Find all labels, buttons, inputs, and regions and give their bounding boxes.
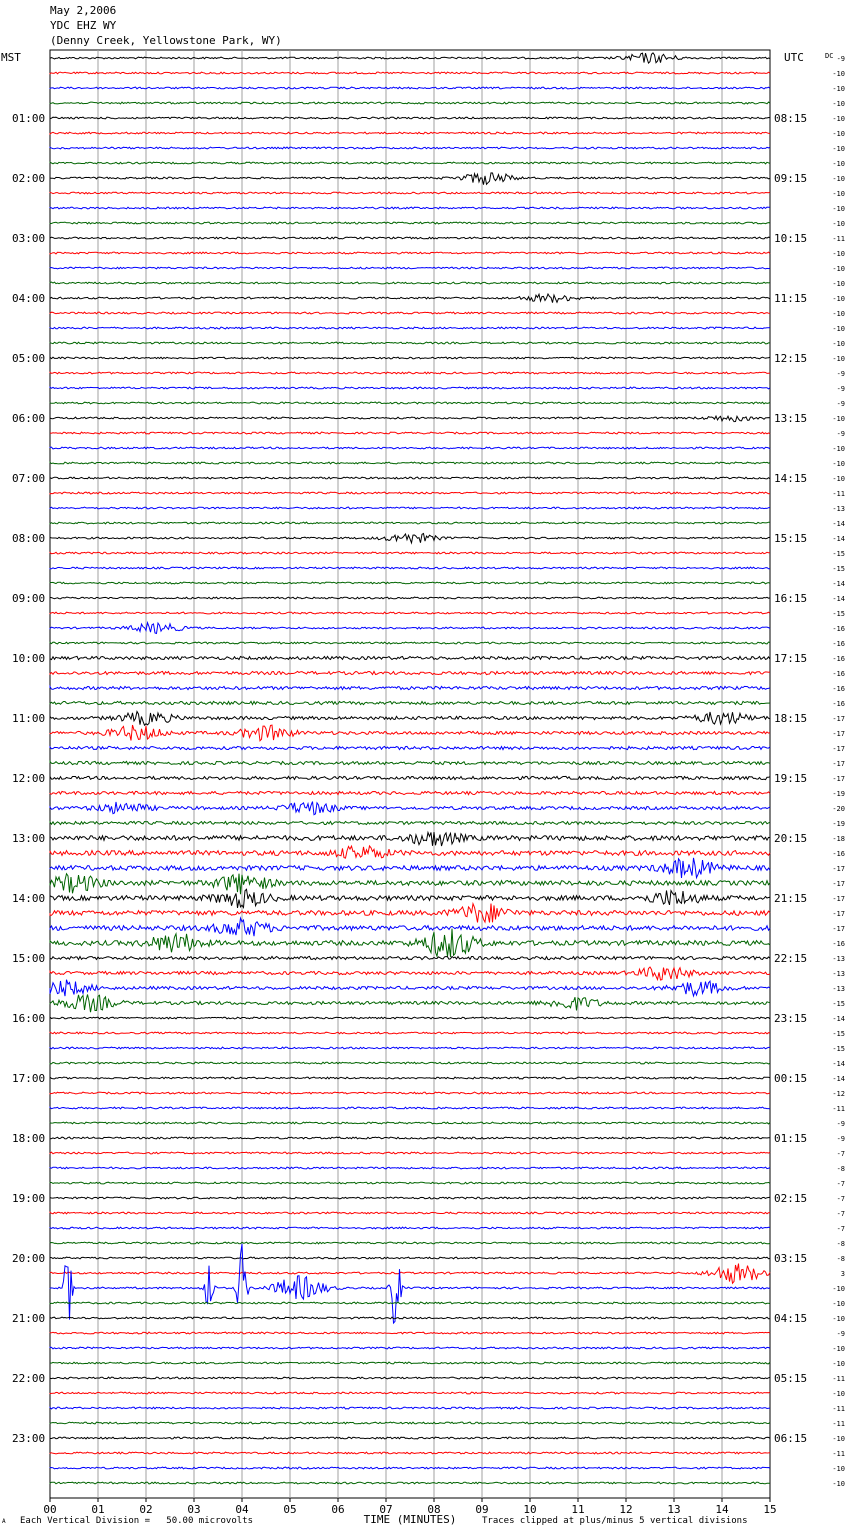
dc-offset-label: -10 — [832, 1360, 845, 1368]
dc-offset-label: -7 — [836, 1210, 845, 1218]
dc-offset-label: -16 — [832, 670, 845, 678]
dc-offset-label: -14 — [832, 520, 845, 528]
seismic-trace — [50, 1437, 770, 1439]
dc-offset-label: -7 — [836, 1180, 845, 1188]
dc-offset-label: -16 — [832, 940, 845, 948]
utc-hour-label: 03:15 — [774, 1252, 808, 1265]
seismic-trace — [50, 492, 770, 494]
dc-offset-label: -9 — [836, 55, 845, 63]
utc-hour-label: 21:15 — [774, 892, 808, 905]
seismic-trace — [50, 267, 770, 269]
seismic-trace — [50, 237, 770, 239]
seismic-trace — [50, 686, 770, 689]
dc-offset-label: -10 — [832, 1315, 845, 1323]
dc-offset-label: -10 — [832, 115, 845, 123]
utc-hour-label: 04:15 — [774, 1312, 808, 1325]
dc-offset-label: -9 — [836, 1330, 845, 1338]
dc-offset-label: -16 — [832, 700, 845, 708]
x-tick-label: 06 — [331, 1503, 345, 1516]
seismic-trace — [50, 712, 770, 726]
dc-offset-label: -16 — [832, 685, 845, 693]
dc-offset-label: -8 — [836, 1255, 845, 1263]
x-axis-label: TIME (MINUTES) — [363, 1513, 457, 1526]
dc-offset-label: -10 — [832, 130, 845, 138]
dc-offset-label: -17 — [832, 730, 845, 738]
utc-hour-label: 00:15 — [774, 1072, 808, 1085]
seismic-trace — [50, 791, 770, 794]
seismic-trace — [50, 282, 770, 284]
seismic-trace — [50, 832, 770, 846]
seismic-trace — [50, 207, 770, 209]
seismic-trace — [50, 701, 770, 704]
dc-offset-label: -11 — [832, 490, 845, 498]
dc-offset-label: -14 — [832, 595, 845, 603]
seismic-trace — [50, 1317, 770, 1319]
dc-offset-label: -16 — [832, 625, 845, 633]
x-tick-label: 00 — [43, 1503, 57, 1516]
utc-hour-label: 10:15 — [774, 232, 808, 245]
mst-hour-label: 12:00 — [12, 772, 46, 785]
mst-label: MST — [1, 51, 21, 64]
vertical-division-note: Each Vertical Division = 50.00 microvolts — [20, 1516, 253, 1526]
dc-offset-label: -15 — [832, 610, 845, 618]
seismic-trace — [50, 372, 770, 374]
dc-offset-label: -10 — [832, 460, 845, 468]
seismic-trace — [50, 522, 770, 524]
dc-offset-label: -13 — [832, 505, 845, 513]
seismic-trace — [50, 1377, 770, 1379]
seismic-trace — [50, 1482, 770, 1484]
seismic-trace — [50, 929, 770, 957]
x-tick-label: 11 — [571, 1503, 585, 1516]
seismic-trace — [50, 507, 770, 509]
utc-hour-label: 01:15 — [774, 1132, 808, 1145]
seismic-trace — [50, 995, 770, 1013]
mst-hour-label: 01:00 — [12, 112, 46, 125]
seismic-trace — [50, 402, 770, 404]
seismic-trace — [50, 1197, 770, 1199]
utc-hour-label: 16:15 — [774, 592, 808, 605]
dc-offset-label: -19 — [832, 790, 845, 798]
dc-offset-label: -10 — [832, 310, 845, 318]
dc-offset-label: -10 — [832, 1465, 845, 1473]
utc-hour-label: 02:15 — [774, 1192, 808, 1205]
utc-hour-label: 05:15 — [774, 1372, 808, 1385]
x-tick-label: 12 — [619, 1503, 633, 1516]
mst-hour-label: 10:00 — [12, 652, 46, 665]
dc-offset-label: -10 — [832, 220, 845, 228]
dc-offset-label: -10 — [832, 175, 845, 183]
seismic-trace — [50, 1302, 770, 1304]
mst-hour-label: 07:00 — [12, 472, 46, 485]
dc-offset-label: 3 — [840, 1270, 845, 1278]
seismic-trace — [50, 1107, 770, 1109]
seismic-trace — [50, 1182, 770, 1184]
seismic-trace — [50, 956, 770, 959]
seismic-trace — [50, 612, 770, 614]
x-tick-label: 09 — [475, 1503, 489, 1516]
seismic-trace — [50, 416, 770, 422]
seismic-trace — [50, 462, 770, 464]
dc-offset-label: -14 — [832, 1060, 845, 1068]
seismic-trace — [50, 294, 770, 303]
seismic-trace — [50, 874, 770, 895]
seismic-trace — [50, 1452, 770, 1454]
seismic-trace — [50, 761, 770, 764]
seismic-trace — [50, 147, 770, 149]
x-tick-label: 13 — [667, 1503, 681, 1516]
dc-offset-label: -9 — [836, 430, 845, 438]
seismic-trace — [50, 1407, 770, 1409]
mst-hour-label: 20:00 — [12, 1252, 46, 1265]
utc-hour-label: 13:15 — [774, 412, 808, 425]
dc-offset-label: -9 — [836, 385, 845, 393]
dc-offset-label: -7 — [836, 1225, 845, 1233]
dc-offset-label: -17 — [832, 715, 845, 723]
dc-offset-label: -11 — [832, 1420, 845, 1428]
dc-offset-label: -9 — [836, 370, 845, 378]
dc-offset-label: -17 — [832, 925, 845, 933]
dc-offset-label: -16 — [832, 850, 845, 858]
dc-offset-label: -10 — [832, 1345, 845, 1353]
dc-offset-label: -10 — [832, 295, 845, 303]
seismic-trace — [50, 252, 770, 254]
seismic-trace — [50, 1092, 770, 1094]
seismic-trace — [50, 534, 770, 543]
seismic-trace — [50, 1047, 770, 1049]
seismic-trace — [50, 1347, 770, 1349]
seismic-traces — [50, 53, 770, 1484]
seismic-trace — [50, 642, 770, 644]
seismic-trace — [50, 623, 770, 634]
dc-offset-label: -14 — [832, 1015, 845, 1023]
seismic-trace — [50, 821, 770, 824]
seismic-trace — [50, 1077, 770, 1079]
station-code: YDC EHZ WY — [50, 19, 117, 32]
seismic-trace — [50, 477, 770, 479]
record-date: May 2,2006 — [50, 4, 117, 17]
utc-hour-label: 18:15 — [774, 712, 808, 725]
dc-offset-label: -10 — [832, 100, 845, 108]
seismic-trace — [50, 432, 770, 434]
seismic-trace — [50, 173, 770, 185]
dc-offset-label: -10 — [832, 280, 845, 288]
seismic-trace — [50, 1017, 770, 1019]
mst-hour-label: 18:00 — [12, 1132, 46, 1145]
seismic-trace — [50, 802, 770, 815]
seismic-trace — [50, 1152, 770, 1154]
dc-offset-label: -10 — [832, 1435, 845, 1443]
seismic-trace — [50, 582, 770, 584]
dc-offset-label: -15 — [832, 1000, 845, 1008]
x-tick-label: 07 — [379, 1503, 393, 1516]
utc-hour-label: 11:15 — [774, 292, 808, 305]
seismic-trace — [50, 327, 770, 329]
dc-offset-label: -13 — [832, 970, 845, 978]
x-tick-label: 02 — [139, 1503, 153, 1516]
seismic-trace — [50, 1244, 770, 1323]
seismic-trace — [50, 1122, 770, 1124]
dc-offset-label: -7 — [836, 1150, 845, 1158]
mst-hour-label: 22:00 — [12, 1372, 46, 1385]
seismic-trace — [50, 552, 770, 554]
seismic-trace — [50, 918, 770, 936]
mst-hour-label: 15:00 — [12, 952, 46, 965]
seismic-trace — [50, 1137, 770, 1139]
dc-offset-label: -10 — [832, 355, 845, 363]
seismic-trace — [50, 53, 770, 63]
dc-offset-label: -17 — [832, 895, 845, 903]
dc-offset-label: -10 — [832, 1285, 845, 1293]
seismic-trace — [50, 1257, 770, 1259]
seismic-trace — [50, 342, 770, 344]
station-location: (Denny Creek, Yellowstone Park, WY) — [50, 34, 282, 47]
seismic-trace — [50, 312, 770, 314]
mst-hour-label: 13:00 — [12, 832, 46, 845]
mst-hour-label: 23:00 — [12, 1432, 46, 1445]
seismic-trace — [50, 1422, 770, 1424]
seismic-trace — [50, 1167, 770, 1169]
dc-offset-label: -10 — [832, 250, 845, 258]
mst-hour-label: 16:00 — [12, 1012, 46, 1025]
dc-offset-label: -13 — [832, 955, 845, 963]
dc-offset-label: -10 — [832, 1300, 845, 1308]
dc-offset-label: -12 — [832, 1090, 845, 1098]
seismic-trace — [50, 1062, 770, 1064]
utc-hour-label: 19:15 — [774, 772, 808, 785]
dc-offset-label: -8 — [836, 1165, 845, 1173]
seismic-trace — [50, 1392, 770, 1394]
dc-offset-label: -17 — [832, 865, 845, 873]
dc-offset-label: -17 — [832, 880, 845, 888]
dc-offset-label: -10 — [832, 70, 845, 78]
seismic-trace — [50, 1332, 770, 1334]
dc-offset-label: -17 — [832, 775, 845, 783]
seismic-trace — [50, 889, 770, 908]
dc-offset-label: -17 — [832, 760, 845, 768]
utc-hour-label: 08:15 — [774, 112, 808, 125]
x-tick-label: 01 — [91, 1503, 105, 1516]
x-tick-label: 04 — [235, 1503, 249, 1516]
dc-offset-label: -10 — [832, 340, 845, 348]
mst-hour-label: 11:00 — [12, 712, 46, 725]
utc-hour-label: 22:15 — [774, 952, 808, 965]
dc-offset-label: -18 — [832, 835, 845, 843]
dc-offset-label: -10 — [832, 445, 845, 453]
seismic-trace — [50, 967, 770, 980]
seismic-trace — [50, 904, 770, 923]
mst-hour-label: 04:00 — [12, 292, 46, 305]
dc-offset-label: -19 — [832, 820, 845, 828]
x-tick-label: 08 — [427, 1503, 441, 1516]
mst-hour-label: 06:00 — [12, 412, 46, 425]
x-tick-label: 15 — [763, 1503, 777, 1516]
dc-offset-label: -13 — [832, 985, 845, 993]
seismic-trace — [50, 1212, 770, 1214]
dc-offset-label: -16 — [832, 655, 845, 663]
dc-offset-label: -10 — [832, 205, 845, 213]
dc-offset-label: -9 — [836, 1120, 845, 1128]
seismic-trace — [50, 1242, 770, 1244]
seismic-trace — [50, 846, 770, 858]
utc-hour-label: 09:15 — [774, 172, 808, 185]
dc-offset-label: -10 — [832, 145, 845, 153]
seismic-trace — [50, 387, 770, 389]
dc-offset-label: -10 — [832, 160, 845, 168]
dc-offset-label: -10 — [832, 85, 845, 93]
seismic-trace — [50, 671, 770, 674]
dc-offset-label: -11 — [832, 1105, 845, 1113]
dc-offset-label: -8 — [836, 1240, 845, 1248]
corner-mark: A — [2, 1518, 6, 1525]
dc-offset-label: -17 — [832, 910, 845, 918]
dc-offset-label: -20 — [832, 805, 845, 813]
utc-hour-label: 06:15 — [774, 1432, 808, 1445]
x-tick-label: 03 — [187, 1503, 201, 1516]
seismic-trace — [50, 132, 770, 134]
x-tick-label: 14 — [715, 1503, 729, 1516]
dc-offset-label: -17 — [832, 745, 845, 753]
x-tick-label: 10 — [523, 1503, 537, 1516]
utc-hour-label: 14:15 — [774, 472, 808, 485]
dc-offset-label: -10 — [832, 1480, 845, 1488]
dc-offset-label: -16 — [832, 640, 845, 648]
seismic-trace — [50, 1227, 770, 1229]
seismic-trace — [50, 746, 770, 749]
mst-hour-label: 03:00 — [12, 232, 46, 245]
clip-note: Traces clipped at plus/minus 5 vertical divisions — [482, 1516, 748, 1526]
dc-offset-label: -15 — [832, 550, 845, 558]
mst-hour-label: 08:00 — [12, 532, 46, 545]
dc-offset-label: -14 — [832, 1075, 845, 1083]
dc-offset-label: -10 — [832, 265, 845, 273]
seismic-trace — [50, 858, 770, 878]
seismic-trace — [50, 117, 770, 119]
dc-offset-label: -10 — [832, 1390, 845, 1398]
dc-offset-label: -10 — [832, 190, 845, 198]
seismic-trace — [50, 567, 770, 569]
mst-hour-label: 21:00 — [12, 1312, 46, 1325]
dc-offset-label: -10 — [832, 475, 845, 483]
mst-hour-label: 02:00 — [12, 172, 46, 185]
dc-offset-label: -10 — [832, 415, 845, 423]
mst-hour-label: 05:00 — [12, 352, 46, 365]
dc-offset-label: -7 — [836, 1195, 845, 1203]
seismic-trace — [50, 87, 770, 89]
seismic-trace — [50, 447, 770, 449]
utc-label: UTC — [784, 51, 804, 64]
utc-hour-label: 12:15 — [774, 352, 808, 365]
axis-labels — [1, 51, 845, 1526]
x-tick-label: 05 — [283, 1503, 297, 1516]
dc-offset-label: -11 — [832, 1375, 845, 1383]
seismic-trace — [50, 1362, 770, 1364]
utc-hour-label: 17:15 — [774, 652, 808, 665]
seismic-trace — [50, 1032, 770, 1034]
dc-offset-label: -9 — [836, 400, 845, 408]
dc-offset-label: -15 — [832, 565, 845, 573]
seismic-trace — [50, 357, 770, 359]
dc-offset-label: -10 — [832, 325, 845, 333]
dc-label: DC — [825, 52, 834, 60]
seismic-trace — [50, 1467, 770, 1469]
dc-offset-label: -14 — [832, 535, 845, 543]
seismic-trace — [50, 776, 770, 779]
seismic-trace — [50, 192, 770, 194]
utc-hour-label: 23:15 — [774, 1012, 808, 1025]
seismic-trace — [50, 980, 770, 996]
mst-hour-label: 09:00 — [12, 592, 46, 605]
mst-hour-label: 17:00 — [12, 1072, 46, 1085]
seismic-trace — [50, 1264, 770, 1284]
seismic-trace — [50, 162, 770, 164]
dc-offset-label: -11 — [832, 1405, 845, 1413]
seismic-trace — [50, 725, 770, 741]
seismic-trace — [50, 102, 770, 104]
seismic-trace — [50, 656, 770, 659]
utc-hour-label: 20:15 — [774, 832, 808, 845]
utc-hour-label: 15:15 — [774, 532, 808, 545]
dc-offset-label: -15 — [832, 1030, 845, 1038]
dc-offset-label: -14 — [832, 580, 845, 588]
seismic-trace — [50, 222, 770, 224]
dc-offset-label: -9 — [836, 1135, 845, 1143]
dc-offset-label: -11 — [832, 1450, 845, 1458]
mst-hour-label: 19:00 — [12, 1192, 46, 1205]
dc-offset-label: -15 — [832, 1045, 845, 1053]
seismic-trace — [50, 72, 770, 74]
mst-hour-label: 14:00 — [12, 892, 46, 905]
seismic-trace — [50, 597, 770, 599]
dc-offset-label: -11 — [832, 235, 845, 243]
